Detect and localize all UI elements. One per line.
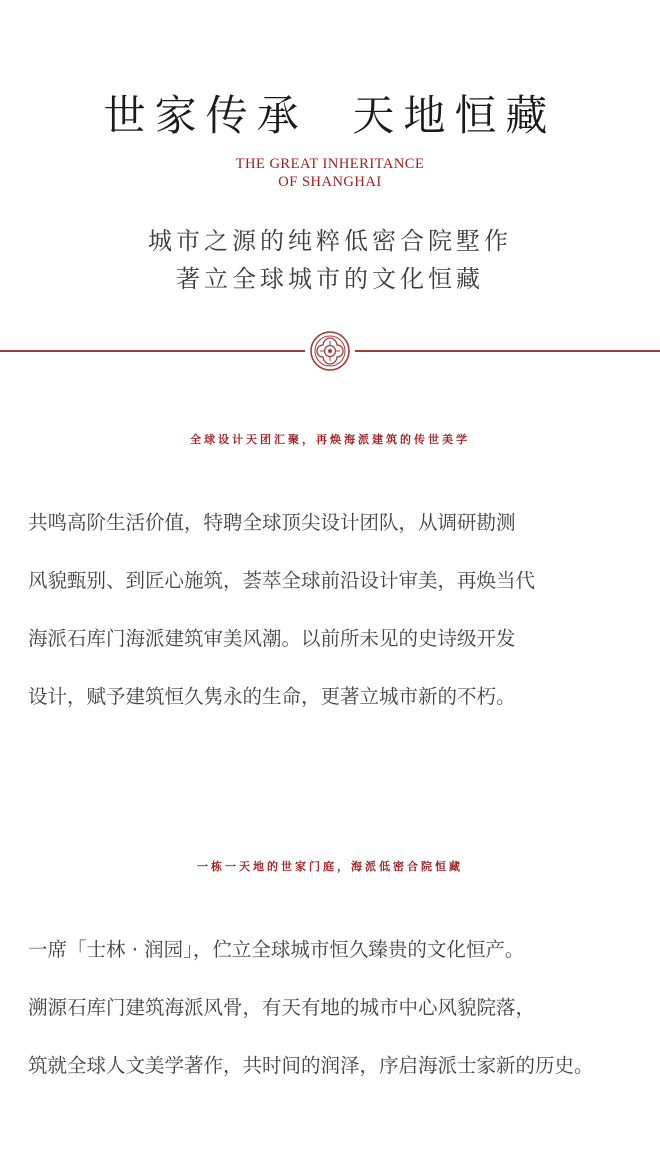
section-paragraph-design	[28, 508, 638, 740]
english-title-line-1: THE GREAT INHERITANCE	[235, 156, 425, 172]
section-paragraph-courtyard	[28, 935, 638, 1109]
section-heading-courtyard: 一栋一天地的世家门庭，海派低密合院恒藏	[197, 860, 463, 873]
subtitle-line-1: 城市之源的纯粹低密合院墅作	[148, 227, 512, 255]
page-title: 世家传承 天地恒藏	[103, 91, 557, 140]
subtitle-line-2: 著立全球城市的文化恒藏	[176, 265, 484, 293]
paragraph-line: 风貌甄别、到匠心施筑，荟萃全球前沿设计审美，再焕当代	[28, 569, 536, 592]
paragraph-line: 设计，赋予建筑恒久隽永的生命，更著立城市新的不朽。	[28, 685, 516, 708]
paragraph-line: 溯源石库门建筑海派风骨，有天有地的城市中心风貌院落，	[28, 996, 536, 1019]
paragraph-line: 共鸣高阶生活价值，特聘全球顶尖设计团队，从调研勘测	[28, 511, 516, 534]
divider-line-right	[355, 350, 660, 352]
ornament-divider	[0, 330, 660, 372]
paragraph-line: 筑就全球人文美学著作，共时间的润泽，序启海派士家新的历史。	[28, 1054, 594, 1077]
paragraph-line: 一席「士林 · 润园」，伫立全球城市恒久臻贵的文化恒产。	[28, 938, 525, 961]
paragraph-line: 海派石库门海派建筑审美风潮。以前所未见的史诗级开发	[28, 627, 516, 650]
subtitle	[0, 222, 660, 298]
divider-line-left	[0, 350, 305, 352]
english-title	[0, 155, 660, 191]
english-title-line-2: OF SHANGHAI	[278, 174, 382, 190]
section-heading-design: 全球设计天团汇聚，再焕海派建筑的传世美学	[190, 433, 470, 446]
ornament-emblem-icon	[309, 330, 351, 372]
